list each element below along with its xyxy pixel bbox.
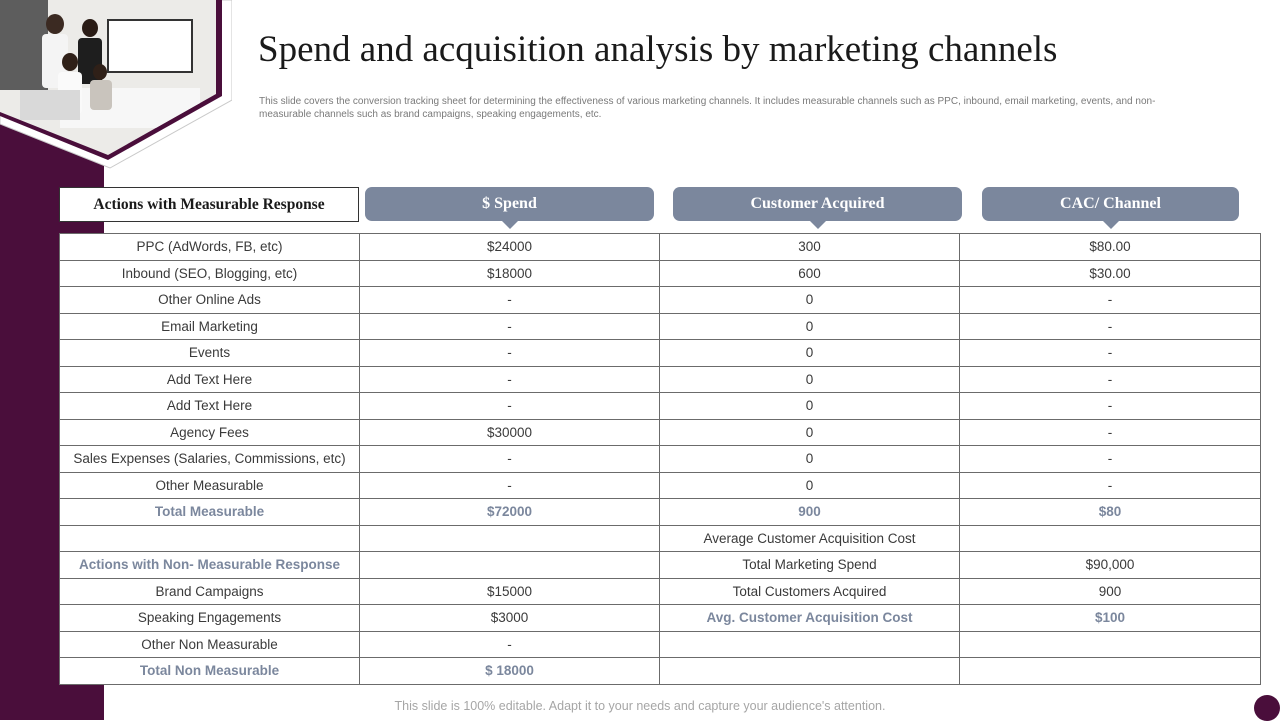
table-header-row bbox=[0, 187, 1280, 232]
table-cell bbox=[660, 631, 960, 658]
table-cell: $72000 bbox=[360, 499, 660, 526]
table-row bbox=[60, 234, 1261, 261]
table-cell: PPC (AdWords, FB, etc) bbox=[60, 234, 360, 261]
table-cell: 0 bbox=[660, 287, 960, 314]
table-row bbox=[60, 658, 1261, 685]
table-cell: - bbox=[360, 366, 660, 393]
table-cell: Sales Expenses (Salaries, Commissions, etc) bbox=[60, 446, 360, 473]
table-row bbox=[60, 260, 1261, 287]
customer-acquired-column-header: Customer Acquired bbox=[673, 187, 962, 221]
table-row bbox=[60, 552, 1261, 579]
table-cell: Total Marketing Spend bbox=[660, 552, 960, 579]
table-cell: 0 bbox=[660, 446, 960, 473]
spend-column-header: $ Spend bbox=[365, 187, 654, 221]
table-cell: - bbox=[360, 313, 660, 340]
table-cell: - bbox=[960, 393, 1261, 420]
table-cell: 0 bbox=[660, 366, 960, 393]
table-cell: Add Text Here bbox=[60, 393, 360, 420]
table-cell: - bbox=[360, 446, 660, 473]
table-cell: - bbox=[960, 287, 1261, 314]
table-cell: Brand Campaigns bbox=[60, 578, 360, 605]
table-cell: Other Measurable bbox=[60, 472, 360, 499]
table-row bbox=[60, 446, 1261, 473]
table-cell bbox=[960, 631, 1261, 658]
table-row bbox=[60, 287, 1261, 314]
measurable-response-header: Actions with Measurable Response bbox=[59, 187, 359, 222]
table-cell: Total Customers Acquired bbox=[660, 578, 960, 605]
table-cell bbox=[60, 525, 360, 552]
table-cell: Other Non Measurable bbox=[60, 631, 360, 658]
table-cell: Agency Fees bbox=[60, 419, 360, 446]
table-cell: $80.00 bbox=[960, 234, 1261, 261]
table-cell: $90,000 bbox=[960, 552, 1261, 579]
table-row bbox=[60, 340, 1261, 367]
table-row bbox=[60, 472, 1261, 499]
table-row bbox=[60, 499, 1261, 526]
table-row bbox=[60, 578, 1261, 605]
table-row bbox=[60, 631, 1261, 658]
table-cell: $30.00 bbox=[960, 260, 1261, 287]
table-cell bbox=[960, 658, 1261, 685]
table-row bbox=[60, 525, 1261, 552]
table-cell bbox=[360, 525, 660, 552]
table-cell: Inbound (SEO, Blogging, etc) bbox=[60, 260, 360, 287]
table-cell: $3000 bbox=[360, 605, 660, 632]
table-cell: $ 18000 bbox=[360, 658, 660, 685]
table-cell: 0 bbox=[660, 313, 960, 340]
table-cell: Add Text Here bbox=[60, 366, 360, 393]
table-cell: $80 bbox=[960, 499, 1261, 526]
page-title: Spend and acquisition analysis by marketing channels bbox=[258, 29, 1058, 70]
table-cell: 0 bbox=[660, 340, 960, 367]
table-cell: $100 bbox=[960, 605, 1261, 632]
page-subtitle: This slide covers the conversion tracking sheet for determining the effectiveness of various marketing channels. It includes measurable channels such as PPC, inbound, email marketing, events, and non- measurable channels such as brand campaigns, speaking engagements, etc. bbox=[259, 96, 1156, 120]
table-cell: Total Measurable bbox=[60, 499, 360, 526]
table-cell: - bbox=[960, 419, 1261, 446]
table-cell: - bbox=[360, 472, 660, 499]
table-cell: - bbox=[960, 366, 1261, 393]
table-cell: Speaking Engagements bbox=[60, 605, 360, 632]
table-cell: 900 bbox=[960, 578, 1261, 605]
table-cell: 600 bbox=[660, 260, 960, 287]
table-cell: Other Online Ads bbox=[60, 287, 360, 314]
spend-acquisition-table bbox=[59, 233, 1261, 685]
table-cell: - bbox=[960, 472, 1261, 499]
table-cell: - bbox=[360, 287, 660, 314]
table-cell: Average Customer Acquisition Cost bbox=[660, 525, 960, 552]
table-row bbox=[60, 605, 1261, 632]
table-cell: 300 bbox=[660, 234, 960, 261]
table-cell: Events bbox=[60, 340, 360, 367]
table-cell: Avg. Customer Acquisition Cost bbox=[660, 605, 960, 632]
table-row bbox=[60, 313, 1261, 340]
table-cell: Total Non Measurable bbox=[60, 658, 360, 685]
table-cell: $15000 bbox=[360, 578, 660, 605]
table-cell: - bbox=[360, 631, 660, 658]
table-row bbox=[60, 419, 1261, 446]
table-cell: 0 bbox=[660, 393, 960, 420]
table-cell bbox=[960, 525, 1261, 552]
table-row bbox=[60, 393, 1261, 420]
cac-channel-column-header: CAC/ Channel bbox=[982, 187, 1239, 221]
table-cell: $30000 bbox=[360, 419, 660, 446]
table-cell bbox=[360, 552, 660, 579]
table-cell: - bbox=[360, 393, 660, 420]
table-cell: - bbox=[960, 340, 1261, 367]
corner-decoration bbox=[1254, 695, 1280, 721]
header-photo bbox=[0, 0, 232, 170]
footer-note: This slide is 100% editable. Adapt it to your needs and capture your audience's attention. bbox=[394, 699, 886, 713]
table-cell: - bbox=[960, 313, 1261, 340]
table-cell: 900 bbox=[660, 499, 960, 526]
table-row bbox=[60, 366, 1261, 393]
table-cell: $18000 bbox=[360, 260, 660, 287]
table-cell: 0 bbox=[660, 472, 960, 499]
table-cell: - bbox=[960, 446, 1261, 473]
table-cell bbox=[660, 658, 960, 685]
table-cell: Email Marketing bbox=[60, 313, 360, 340]
table-cell: Actions with Non- Measurable Response bbox=[60, 552, 360, 579]
table-cell: - bbox=[360, 340, 660, 367]
table-cell: 0 bbox=[660, 419, 960, 446]
table-cell: $24000 bbox=[360, 234, 660, 261]
